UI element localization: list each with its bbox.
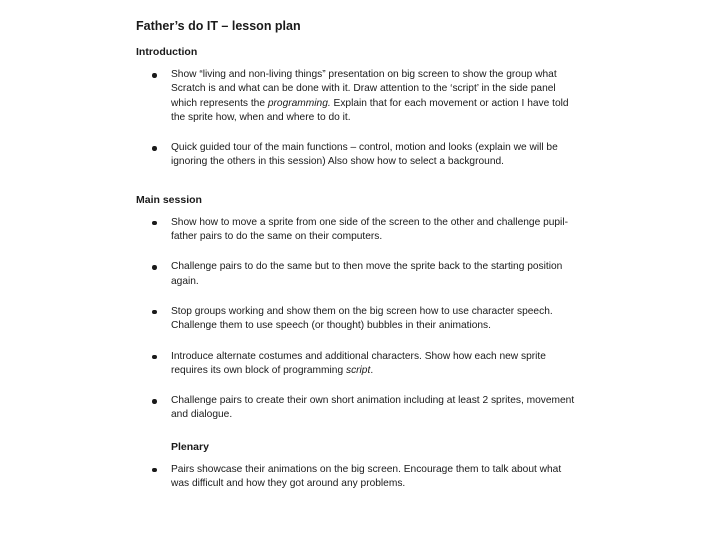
plenary-list (136, 463, 576, 492)
item-text: Challenge pairs to do the same but to then move the sprite back to the starting position again. (171, 261, 563, 287)
item-text: Show “living and non-living things” presentation on big screen to show the group what Scratch is and what can be done with it. Draw attention to the ‘script’ in the side panel which represents the (171, 69, 557, 109)
bullet-icon (152, 355, 157, 360)
item-text: Stop groups working and show them on the big screen how to use character speech. Challenge them to use speech (or thought) bubbles in their animations. (171, 305, 553, 332)
introduction-heading: Introduction (136, 46, 198, 58)
list-item (136, 394, 576, 423)
item-text: Pairs showcase their animations on the big screen. Encourage them to talk about what was difficult and how they got around any problems. (171, 463, 562, 490)
bullet-icon (152, 468, 157, 473)
list-item (136, 305, 576, 334)
introduction-list (136, 68, 576, 170)
list-item (136, 216, 576, 245)
list-item (136, 350, 576, 379)
plenary-section (136, 441, 576, 492)
bullet-icon (152, 265, 157, 270)
main-session-heading: Main session (136, 193, 202, 206)
main-session-section (136, 194, 576, 423)
item-text: Show how to move a sprite from one side of the screen to the other and challenge pupil-father pairs to do the same on their computers. (171, 216, 568, 243)
item-text: Quick guided tour of the main functions – control, motion and looks (explain we will be ignoring the others in this session) Also show how to select a background. (171, 142, 558, 168)
list-item (136, 260, 576, 289)
document-page (136, 18, 576, 507)
list-item (136, 68, 576, 125)
bullet-icon (152, 221, 157, 226)
bullet-icon (152, 310, 157, 315)
bullet-icon (152, 399, 157, 404)
item-emphasis: programming. (267, 97, 331, 109)
item-text: Challenge pairs to create their own short animation including at least 2 sprites, movement and dialogue. (171, 395, 575, 421)
list-item (136, 141, 576, 170)
bullet-icon (152, 146, 157, 151)
main-session-list (136, 216, 576, 423)
item-emphasis: script (345, 364, 371, 376)
item-text: Introduce alternate costumes and additional characters. Show how each new sprite requires its own block of programming (171, 350, 546, 376)
bullet-icon (152, 73, 157, 78)
page-title: Father’s do IT – lesson plan (136, 19, 301, 33)
list-item (136, 463, 576, 492)
item-text-end: Explain that for each movement or action I have told the sprite how, when and where to do it. (171, 97, 569, 123)
plenary-heading: Plenary (171, 440, 209, 453)
item-text-end: . (370, 364, 374, 376)
introduction-section (136, 46, 576, 170)
